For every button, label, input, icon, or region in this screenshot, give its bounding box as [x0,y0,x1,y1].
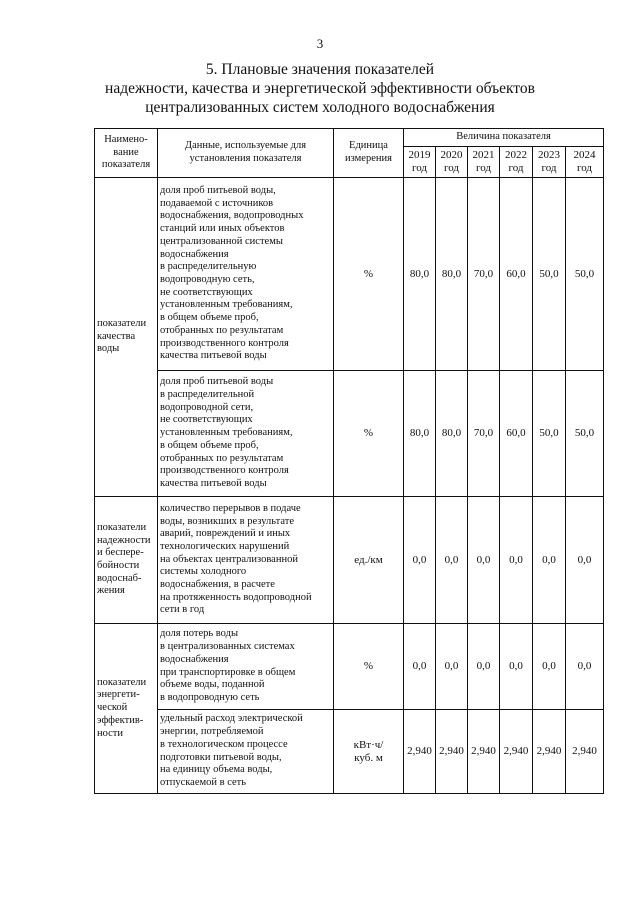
header-year: 2024 год [566,147,604,178]
value-cell: 2,940 [500,710,533,794]
value-cell: 2,940 [468,710,500,794]
indicator-description: доля потерь воды в централизованных системах водоснабжения при транспортировке в общем объеме воды, поданной в водопроводную сеть [158,624,334,710]
title-line-3: централизованных систем холодного водоснабжения [145,99,495,116]
value-cell: 0,0 [566,497,604,624]
value-cell: 0,0 [404,624,436,710]
value-cell: 0,0 [500,497,533,624]
table-row [95,371,604,497]
header-year: 2023 год [533,147,566,178]
value-cell: 80,0 [404,178,436,371]
indicator-description: удельный расход электрической энергии, потребляемой в технологическом процессе подготовки питьевой воды, на единицу объема воды, отпускаемой в сеть [158,710,334,794]
indicator-unit: % [334,624,404,710]
group-label-reliability: показатели надежности и беспере- бойности водоснаб- жения [95,497,158,624]
indicator-unit: % [334,371,404,497]
value-cell: 50,0 [566,178,604,371]
value-cell: 50,0 [533,178,566,371]
header-year: 2020 год [436,147,468,178]
value-cell: 80,0 [404,371,436,497]
value-cell: 0,0 [436,624,468,710]
value-cell: 2,940 [436,710,468,794]
header-name: Наимено- вание показателя [95,129,158,178]
value-cell: 2,940 [533,710,566,794]
header-year: 2019 год [404,147,436,178]
value-cell: 2,940 [566,710,604,794]
value-cell: 0,0 [468,624,500,710]
indicator-description: доля проб питьевой воды в распределительной водопроводной сети, не соответствующих установленным требованиям, в общем объеме проб, отобранных по результатам производственного контроля качества питьевой воды [158,371,334,497]
value-cell: 70,0 [468,178,500,371]
group-label-quality: показатели качества воды [95,178,158,497]
page-title [0,60,640,117]
header-year: 2022 год [500,147,533,178]
header-data: Данные, используемые для установления показателя [158,129,334,178]
table-row [95,624,604,710]
value-cell: 0,0 [533,497,566,624]
value-cell: 50,0 [566,371,604,497]
value-cell: 0,0 [436,497,468,624]
value-cell: 0,0 [468,497,500,624]
table-row [95,710,604,794]
indicator-description: доля проб питьевой воды, подаваемой с источников водоснабжения, водопроводных станций или иных объектов централизованной системы водоснабжения в распределительную водопроводную сеть, не соответствующих установленным требованиям, в общем объеме проб, отобранных по результатам производственного контроля качества питьевой воды [158,178,334,371]
indicator-unit: ед./км [334,497,404,624]
header-unit: Единица измерения [334,129,404,178]
value-cell: 60,0 [500,178,533,371]
header-year: 2021 год [468,147,500,178]
header-value: Величина показателя [404,129,604,147]
value-cell: 80,0 [436,178,468,371]
value-cell: 70,0 [468,371,500,497]
value-cell: 2,940 [404,710,436,794]
page-number: 3 [316,36,324,51]
indicator-unit: кВт·ч/ куб. м [334,710,404,794]
indicators-table [94,128,604,794]
group-label-energy: показатели энергети- ческой эффектив- ности [95,624,158,794]
title-line-1: 5. Плановые значения показателей [205,61,435,78]
value-cell: 80,0 [436,371,468,497]
value-cell: 0,0 [533,624,566,710]
value-cell: 50,0 [533,371,566,497]
indicator-unit: % [334,178,404,371]
table-row [95,178,604,371]
value-cell: 0,0 [566,624,604,710]
table-row [95,497,604,624]
value-cell: 0,0 [500,624,533,710]
title-line-2: надежности, качества и энергетической эффективности объектов [105,80,535,97]
indicator-description: количество перерывов в подаче воды, возникших в результате аварий, повреждений и иных технологических нарушений на объектах централизованной системы холодного водоснабжения, в расчете на протяженность водопроводной сети в год [158,497,334,624]
value-cell: 0,0 [404,497,436,624]
value-cell: 60,0 [500,371,533,497]
